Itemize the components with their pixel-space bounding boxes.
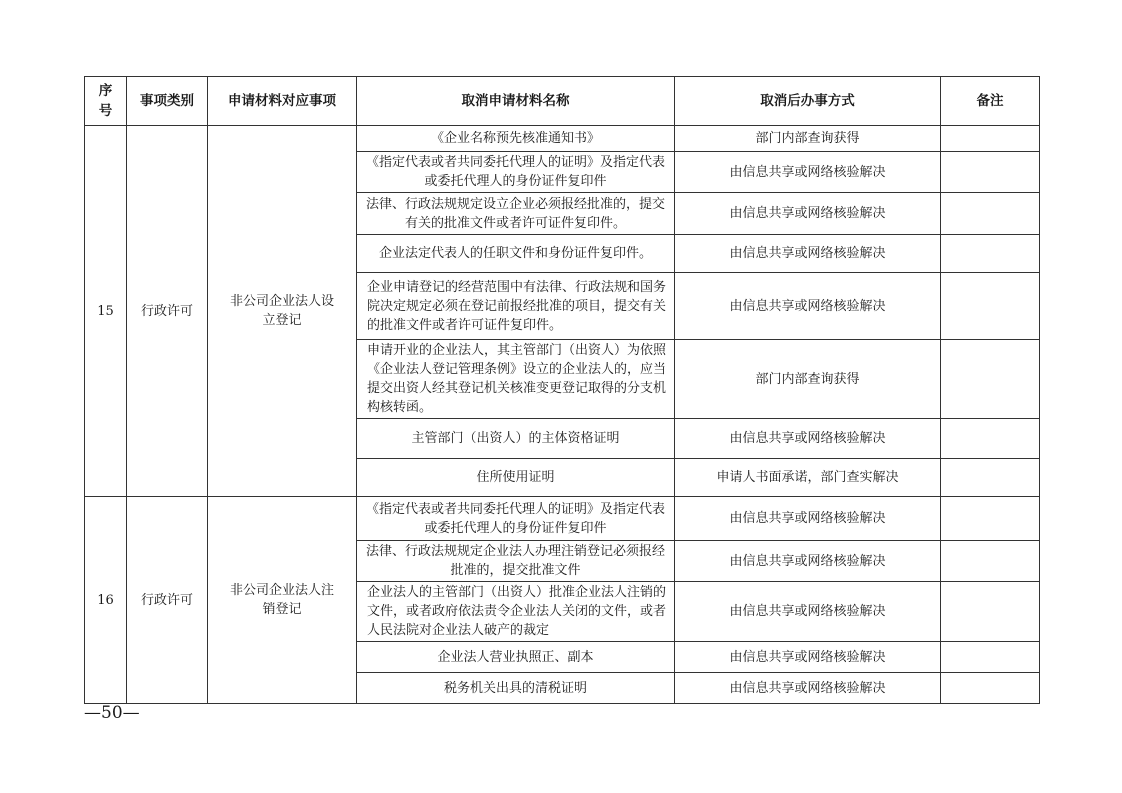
header-note: 备注: [941, 77, 1040, 126]
note-cell: [941, 582, 1040, 642]
row-matter: 非公司企业法人注销登记: [208, 497, 357, 704]
row-category: 行政许可: [127, 497, 208, 704]
material-cell: 《指定代表或者共同委托代理人的证明》及指定代表或委托代理人的身份证件复印件: [357, 497, 675, 541]
header-matter: 申请材料对应事项: [208, 77, 357, 126]
method-cell: 由信息共享或网络核验解决: [675, 235, 941, 273]
note-cell: [941, 152, 1040, 193]
material-cell: 企业法人营业执照正、副本: [357, 642, 675, 673]
material-cell: 法律、行政法规规定设立企业必须报经批准的，提交有关的批准文件或者许可证件复印件。: [357, 193, 675, 235]
material-cell: 企业法定代表人的任职文件和身份证件复印件。: [357, 235, 675, 273]
row-matter: 非公司企业法人设立登记: [208, 126, 357, 497]
note-cell: [941, 235, 1040, 273]
method-cell: 由信息共享或网络核验解决: [675, 193, 941, 235]
note-cell: [941, 673, 1040, 704]
material-cell: 企业申请登记的经营范围中有法律、行政法规和国务院决定规定必须在登记前报经批准的项目，提交有关的批准文件或者许可证件复印件。: [357, 273, 675, 340]
method-cell: 由信息共享或网络核验解决: [675, 582, 941, 642]
row-index: 15: [85, 126, 127, 497]
note-cell: [941, 193, 1040, 235]
material-cell: 法律、行政法规规定企业法人办理注销登记必须报经批准的，提交批准文件: [357, 541, 675, 582]
method-cell: 由信息共享或网络核验解决: [675, 419, 941, 459]
method-cell: 由信息共享或网络核验解决: [675, 273, 941, 340]
header-index: 序 号: [85, 77, 127, 126]
method-cell: 由信息共享或网络核验解决: [675, 152, 941, 193]
row-index: 16: [85, 497, 127, 704]
material-cell: 税务机关出具的清税证明: [357, 673, 675, 704]
material-cell: 《指定代表或者共同委托代理人的证明》及指定代表或委托代理人的身份证件复印件: [357, 152, 675, 193]
method-cell: 申请人书面承诺，部门查实解决: [675, 459, 941, 497]
note-cell: [941, 419, 1040, 459]
header-category: 事项类别: [127, 77, 208, 126]
method-cell: 由信息共享或网络核验解决: [675, 541, 941, 582]
material-cell: 申请开业的企业法人，其主管部门（出资人）为依照《企业法人登记管理条例》设立的企业法人的，应当提交出资人经其登记机关核准变更登记取得的分支机构核转函。: [357, 340, 675, 419]
table-row: [85, 126, 1040, 152]
materials-table: [84, 76, 1040, 704]
note-cell: [941, 273, 1040, 340]
header-material: 取消申请材料名称: [357, 77, 675, 126]
note-cell: [941, 642, 1040, 673]
method-cell: 由信息共享或网络核验解决: [675, 673, 941, 704]
material-cell: 主管部门（出资人）的主体资格证明: [357, 419, 675, 459]
note-cell: [941, 541, 1040, 582]
header-method: 取消后办事方式: [675, 77, 941, 126]
note-cell: [941, 497, 1040, 541]
method-cell: 由信息共享或网络核验解决: [675, 642, 941, 673]
header-row: [85, 77, 1040, 126]
note-cell: [941, 459, 1040, 497]
material-cell: 企业法人的主管部门（出资人）批准企业法人注销的文件，或者政府依法责令企业法人关闭的文件，或者人民法院对企业法人破产的裁定: [357, 582, 675, 642]
note-cell: [941, 126, 1040, 152]
method-cell: 由信息共享或网络核验解决: [675, 497, 941, 541]
row-category: 行政许可: [127, 126, 208, 497]
note-cell: [941, 340, 1040, 419]
method-cell: 部门内部查询获得: [675, 126, 941, 152]
method-cell: 部门内部查询获得: [675, 340, 941, 419]
table-row: [85, 497, 1040, 541]
material-cell: 住所使用证明: [357, 459, 675, 497]
page-number: —50—: [84, 703, 140, 723]
material-cell: 《企业名称预先核准通知书》: [357, 126, 675, 152]
